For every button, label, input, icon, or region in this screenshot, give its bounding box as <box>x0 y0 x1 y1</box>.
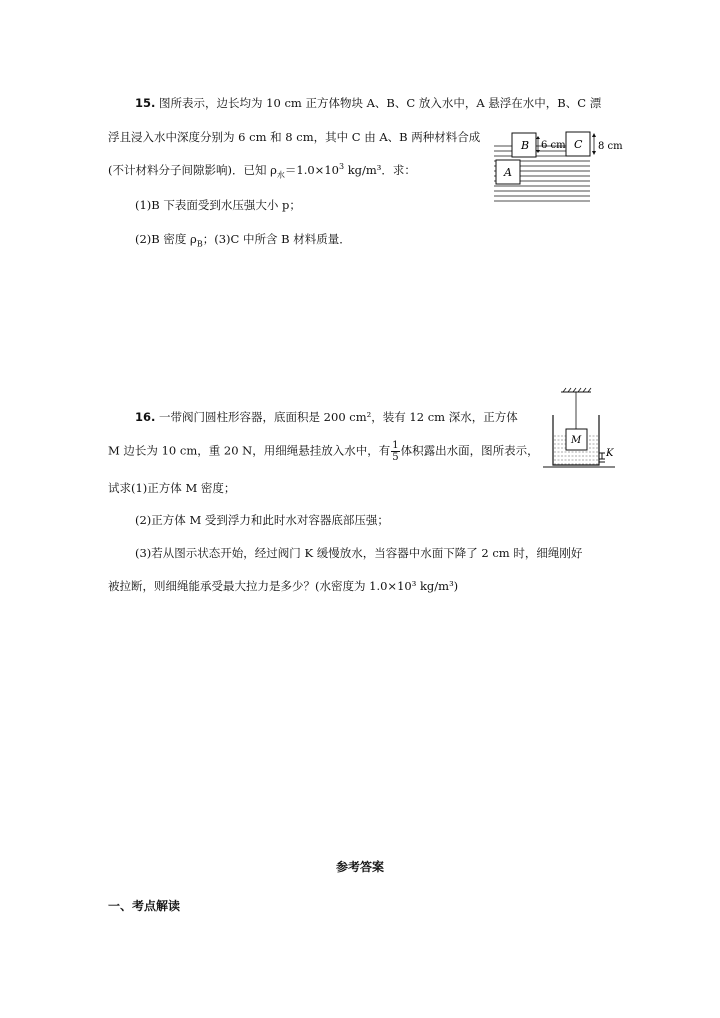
q15-text-line2: 浮且浸入水中深度分别为 6 cm 和 8 cm，其中 C 由 A、B 两种材料合成 <box>108 130 481 144</box>
q16-text-line2: M 边长为 10 cm，重 20 N，用细绳悬挂放入水中，有 $\frac{1}{5}$ 体积露出水面，图所表示， <box>108 440 539 463</box>
q15-line1 <box>135 95 601 111</box>
q15-text-line1: 图所表示，边长均为 10 cm 正方体物块 A、B、C 放入水中，A 悬浮在水中，B、C 漂 <box>159 96 602 110</box>
answers-title: 参考答案 <box>336 860 385 874</box>
q16-text-line3: 试求(1)正方体 M 密度； <box>108 481 236 495</box>
q16-figure <box>543 385 618 470</box>
answers-section1: 一、考点解读 <box>108 899 181 913</box>
q16-line1 <box>135 409 518 425</box>
q15-figure <box>490 128 625 208</box>
q16-label-m: M <box>571 435 582 446</box>
q15-text-line3: (不计材料分子间隙影响)．已知 $\rho_水=1.0\times 10^3$ kg/m³．求： <box>108 162 416 180</box>
q16-part3-line1: (3)若从图示状态开始，经过阀门 K 缓慢放水，当容器中水面下降了 2 cm 时，细绳刚好 <box>135 546 583 560</box>
q16-label-k: K <box>606 448 614 459</box>
q15-label-6cm: 6 cm <box>541 140 566 151</box>
q16-part2: (2)正方体 M 受到浮力和此时水对容器底部压强； <box>135 513 389 527</box>
q16-text-line1: 一带阀门圆柱形容器，底面积是 200 cm²，装有 12 cm 深水，正方体 <box>159 410 518 424</box>
q15-label-a: A <box>504 166 512 179</box>
q15-label-b: B <box>521 139 530 152</box>
q16-part3-line2: 被拉断，则细绳能承受最大拉力是多少？(水密度为 1.0×10³ kg/m³) <box>108 579 459 593</box>
q15-label-8cm: 8 cm <box>598 141 623 152</box>
q16-fraction: $\frac{1}{5}$ <box>392 440 399 463</box>
q15-part1: (1)B 下表面受到水压强大小 p； <box>135 198 301 212</box>
q15-part2: (2)B 密度 $\rho_B$；(3)C 中所含 B 材料质量． <box>135 232 351 249</box>
q16-number: 16. <box>135 410 156 424</box>
q15-label-c: C <box>574 138 583 151</box>
q15-number: 15. <box>135 96 156 110</box>
